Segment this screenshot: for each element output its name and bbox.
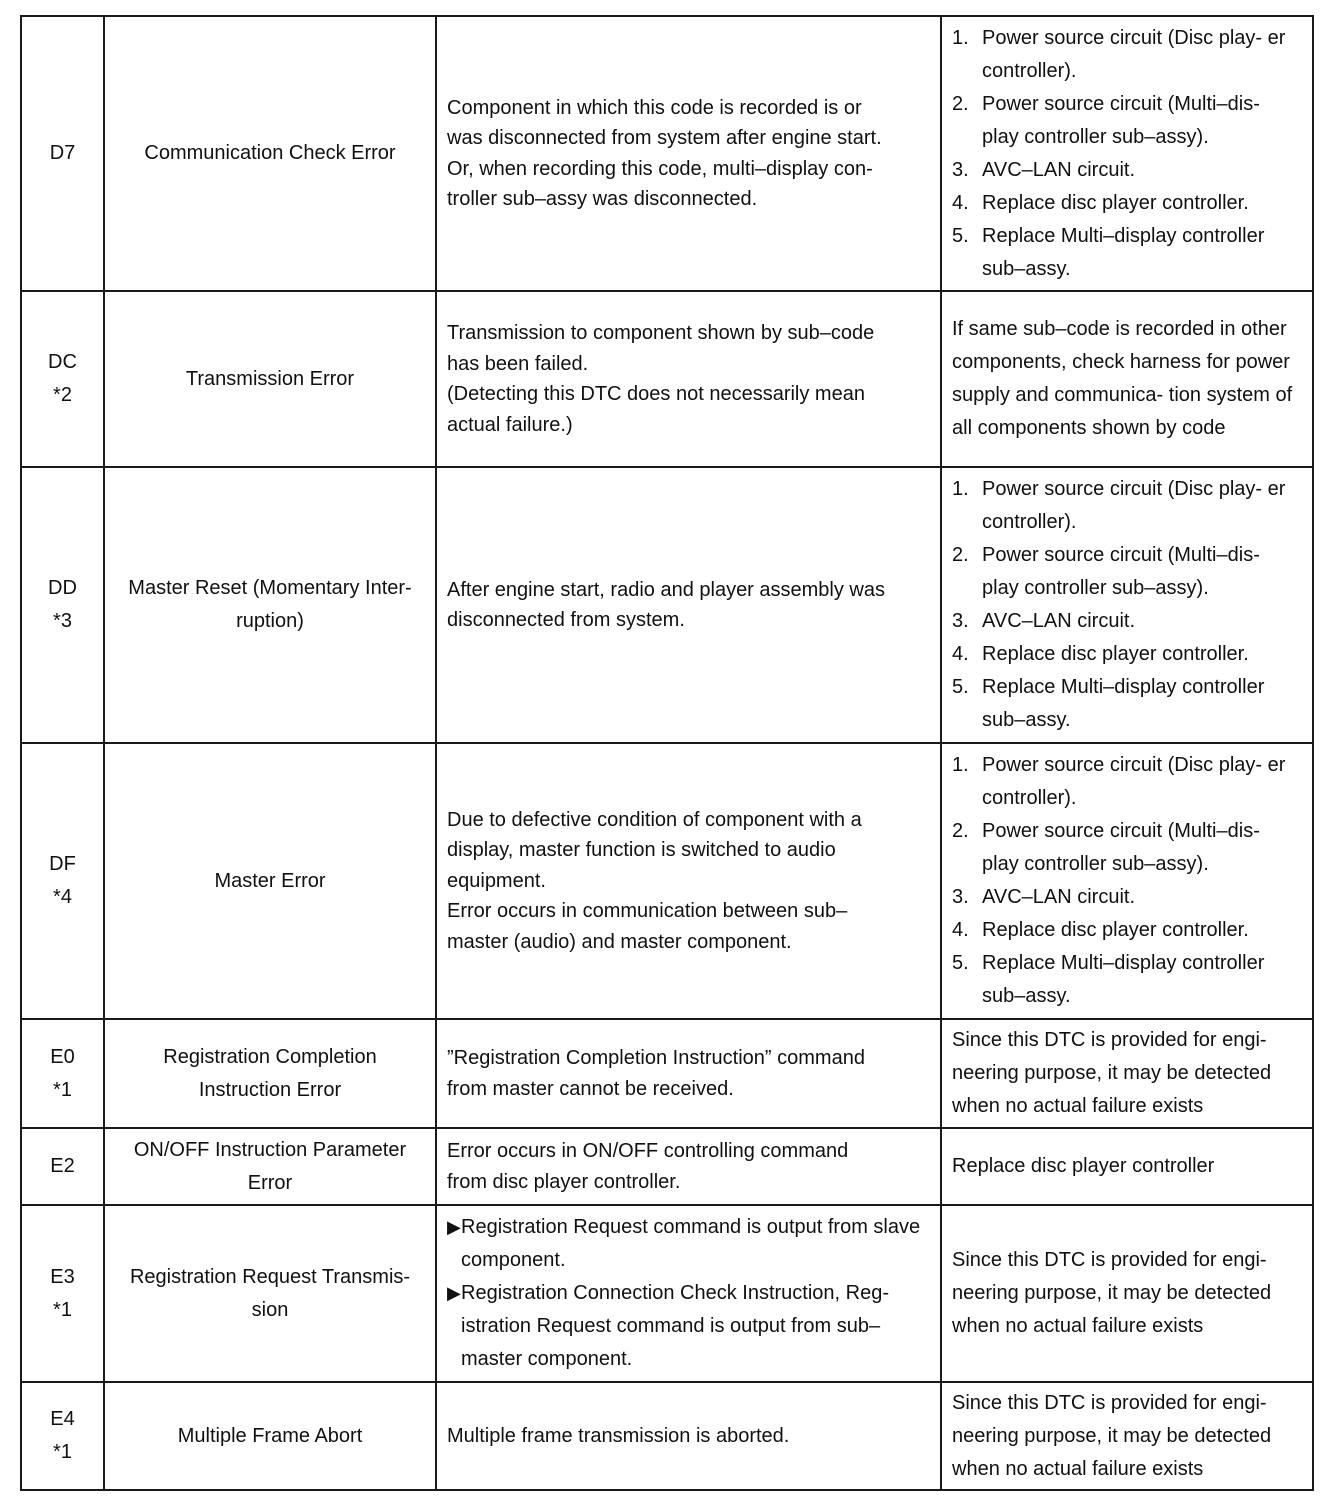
step-text: Replace Multi–display controller sub–assy. [982,952,1265,1007]
step-number: 3. [952,886,969,908]
action-step [952,22,1302,88]
dtc-code: D7 [49,142,76,164]
description-line: has been failed. [447,352,589,375]
action-step [952,815,1302,881]
description-line: Transmission to component shown by sub–code [447,322,875,344]
dtc-code: DD [48,577,77,599]
step-number: 2. [952,820,969,842]
step-number: 1. [952,26,969,49]
dtc-action: Since this DTC is provided for engi- neering purpose, it may be detected when no actual failure exists [941,1019,1313,1128]
triangle-bullet-icon: ▶ [447,1217,461,1237]
step-number: 3. [952,158,969,181]
dtc-title: Multiple Frame Abort [104,1382,436,1490]
dtc-description [436,16,941,291]
step-number: 2. [952,92,969,115]
dtc-code-cell [21,1382,104,1490]
description-line: equipment. [447,869,546,892]
action-step [952,539,1302,605]
action-step [952,881,1302,914]
step-text: Power source circuit (Disc play- er controller). [982,26,1286,82]
step-text: Replace disc player controller. [982,191,1249,214]
table-row [21,16,1313,291]
action-step [952,671,1302,737]
dtc-action: Since this DTC is provided for engi- neering purpose, it may be detected when no actual failure exists [941,1205,1313,1382]
step-number: 2. [952,544,969,566]
description-line: display, master function is switched to audio [447,839,836,862]
table-row [21,1382,1313,1490]
description-line: actual failure.) [447,413,573,436]
action-step [952,749,1302,815]
step-number: 4. [952,919,969,941]
action-steps [952,22,1302,286]
dtc-code: DF [49,853,76,875]
dtc-title: Registration Completion Instruction Error [104,1019,436,1128]
action-step [952,473,1302,539]
dtc-description [436,1128,941,1205]
dtc-note: *3 [53,610,72,632]
dtc-title: Master Reset (Momentary Inter- ruption) [104,467,436,743]
dtc-note: *1 [53,1441,72,1463]
dtc-description [436,291,941,467]
dtc-title: Registration Request Transmis- sion [104,1205,436,1382]
step-number: 4. [952,643,969,665]
dtc-note: *1 [53,1078,72,1101]
description-bullet [447,1211,928,1277]
step-text: Power source circuit (Disc play- er controller). [982,754,1286,809]
step-text: AVC–LAN circuit. [982,158,1136,181]
dtc-title: ON/OFF Instruction Parameter Error [104,1128,436,1205]
step-text: Replace Multi–display controller sub–assy. [982,224,1265,280]
step-text: Power source circuit (Multi–dis- play controller sub–assy). [982,820,1260,875]
dtc-action [941,467,1313,743]
description-line: Error occurs in ON/OFF controlling command [447,1140,849,1162]
dtc-description [436,1382,941,1490]
action-step [952,605,1302,638]
description-line: Or, when recording this code, multi–display con- [447,157,873,180]
step-text: Power source circuit (Disc play- er controller). [982,478,1286,533]
dtc-note: *1 [53,1298,72,1321]
dtc-code-cell [21,1019,104,1128]
description-line: Component in which this code is recorded is or [447,96,862,119]
action-step [952,220,1302,286]
dtc-code-cell [21,1128,104,1205]
action-step [952,187,1302,220]
step-number: 3. [952,610,969,632]
step-text: Replace disc player controller. [982,919,1249,941]
step-text: AVC–LAN circuit. [982,610,1136,632]
step-number: 5. [952,676,969,698]
table-row [21,1019,1313,1128]
action-step [952,914,1302,947]
dtc-title: Communication Check Error [104,16,436,291]
dtc-code-cell [21,291,104,467]
step-text: Replace Multi–display controller sub–assy. [982,676,1265,731]
dtc-action: Since this DTC is provided for engi- neering purpose, it may be detected when no actual failure exists [941,1382,1313,1490]
step-number: 5. [952,952,969,974]
dtc-code: E2 [50,1155,75,1177]
dtc-table [20,15,1314,1491]
dtc-description [436,1205,941,1382]
dtc-action: If same sub–code is recorded in other components, check harness for power supply and communica- tion system of all components shown by code [941,291,1313,467]
dtc-code: E0 [50,1045,75,1068]
description-line: disconnected from system. [447,609,685,631]
dtc-code-cell [21,467,104,743]
step-text: AVC–LAN circuit. [982,886,1136,908]
dtc-code-cell [21,743,104,1019]
table-row [21,743,1313,1019]
step-text: Replace disc player controller. [982,643,1249,665]
description-line: was disconnected from system after engine start. [447,127,882,149]
dtc-code-cell [21,16,104,291]
dtc-title: Transmission Error [104,291,436,467]
dtc-action [941,743,1313,1019]
description-line: troller sub–assy was disconnected. [447,188,758,210]
action-step [952,947,1302,1013]
triangle-bullet-icon: ▶ [447,1283,461,1303]
action-step [952,88,1302,154]
dtc-note: *4 [53,886,72,908]
table-row [21,1205,1313,1382]
action-step [952,638,1302,671]
description-bullet [447,1277,928,1376]
dtc-code: DC [48,351,77,373]
description-line: Error occurs in communication between sub– [447,900,848,923]
step-number: 5. [952,224,969,247]
action-steps [952,749,1302,1013]
dtc-description [436,467,941,743]
bullet-text: Registration Request command is output from slave component. [461,1216,921,1271]
dtc-description [436,1019,941,1128]
table-row [21,1128,1313,1205]
step-number: 1. [952,478,969,500]
description-line: from disc player controller. [447,1170,681,1193]
description-line: Due to defective condition of component with a [447,808,862,831]
dtc-description [436,743,941,1019]
table-row [21,291,1313,467]
dtc-action [941,16,1313,291]
description-line: After engine start, radio and player assembly was [447,578,885,601]
dtc-code: E4 [50,1408,75,1430]
action-step [952,154,1302,187]
description-line: ”Registration Completion Instruction” command [447,1047,865,1069]
dtc-action: Replace disc player controller [941,1128,1313,1205]
description-line: from master cannot be received. [447,1077,734,1100]
step-number: 1. [952,754,969,776]
action-steps [952,473,1302,737]
dtc-title: Master Error [104,743,436,1019]
description-line: Multiple frame transmission is aborted. [447,1424,790,1447]
dtc-note: *2 [53,384,72,406]
step-number: 4. [952,191,969,214]
step-text: Power source circuit (Multi–dis- play controller sub–assy). [982,544,1260,599]
table-row [21,467,1313,743]
description-line: master (audio) and master component. [447,930,792,953]
step-text: Power source circuit (Multi–dis- play controller sub–assy). [982,92,1260,148]
dtc-code-cell [21,1205,104,1382]
bullet-text: Registration Connection Check Instruction, Reg- istration Request command is output from sub– master component. [461,1282,889,1370]
dtc-code: E3 [50,1265,75,1288]
description-line: (Detecting this DTC does not necessarily mean [447,383,865,405]
